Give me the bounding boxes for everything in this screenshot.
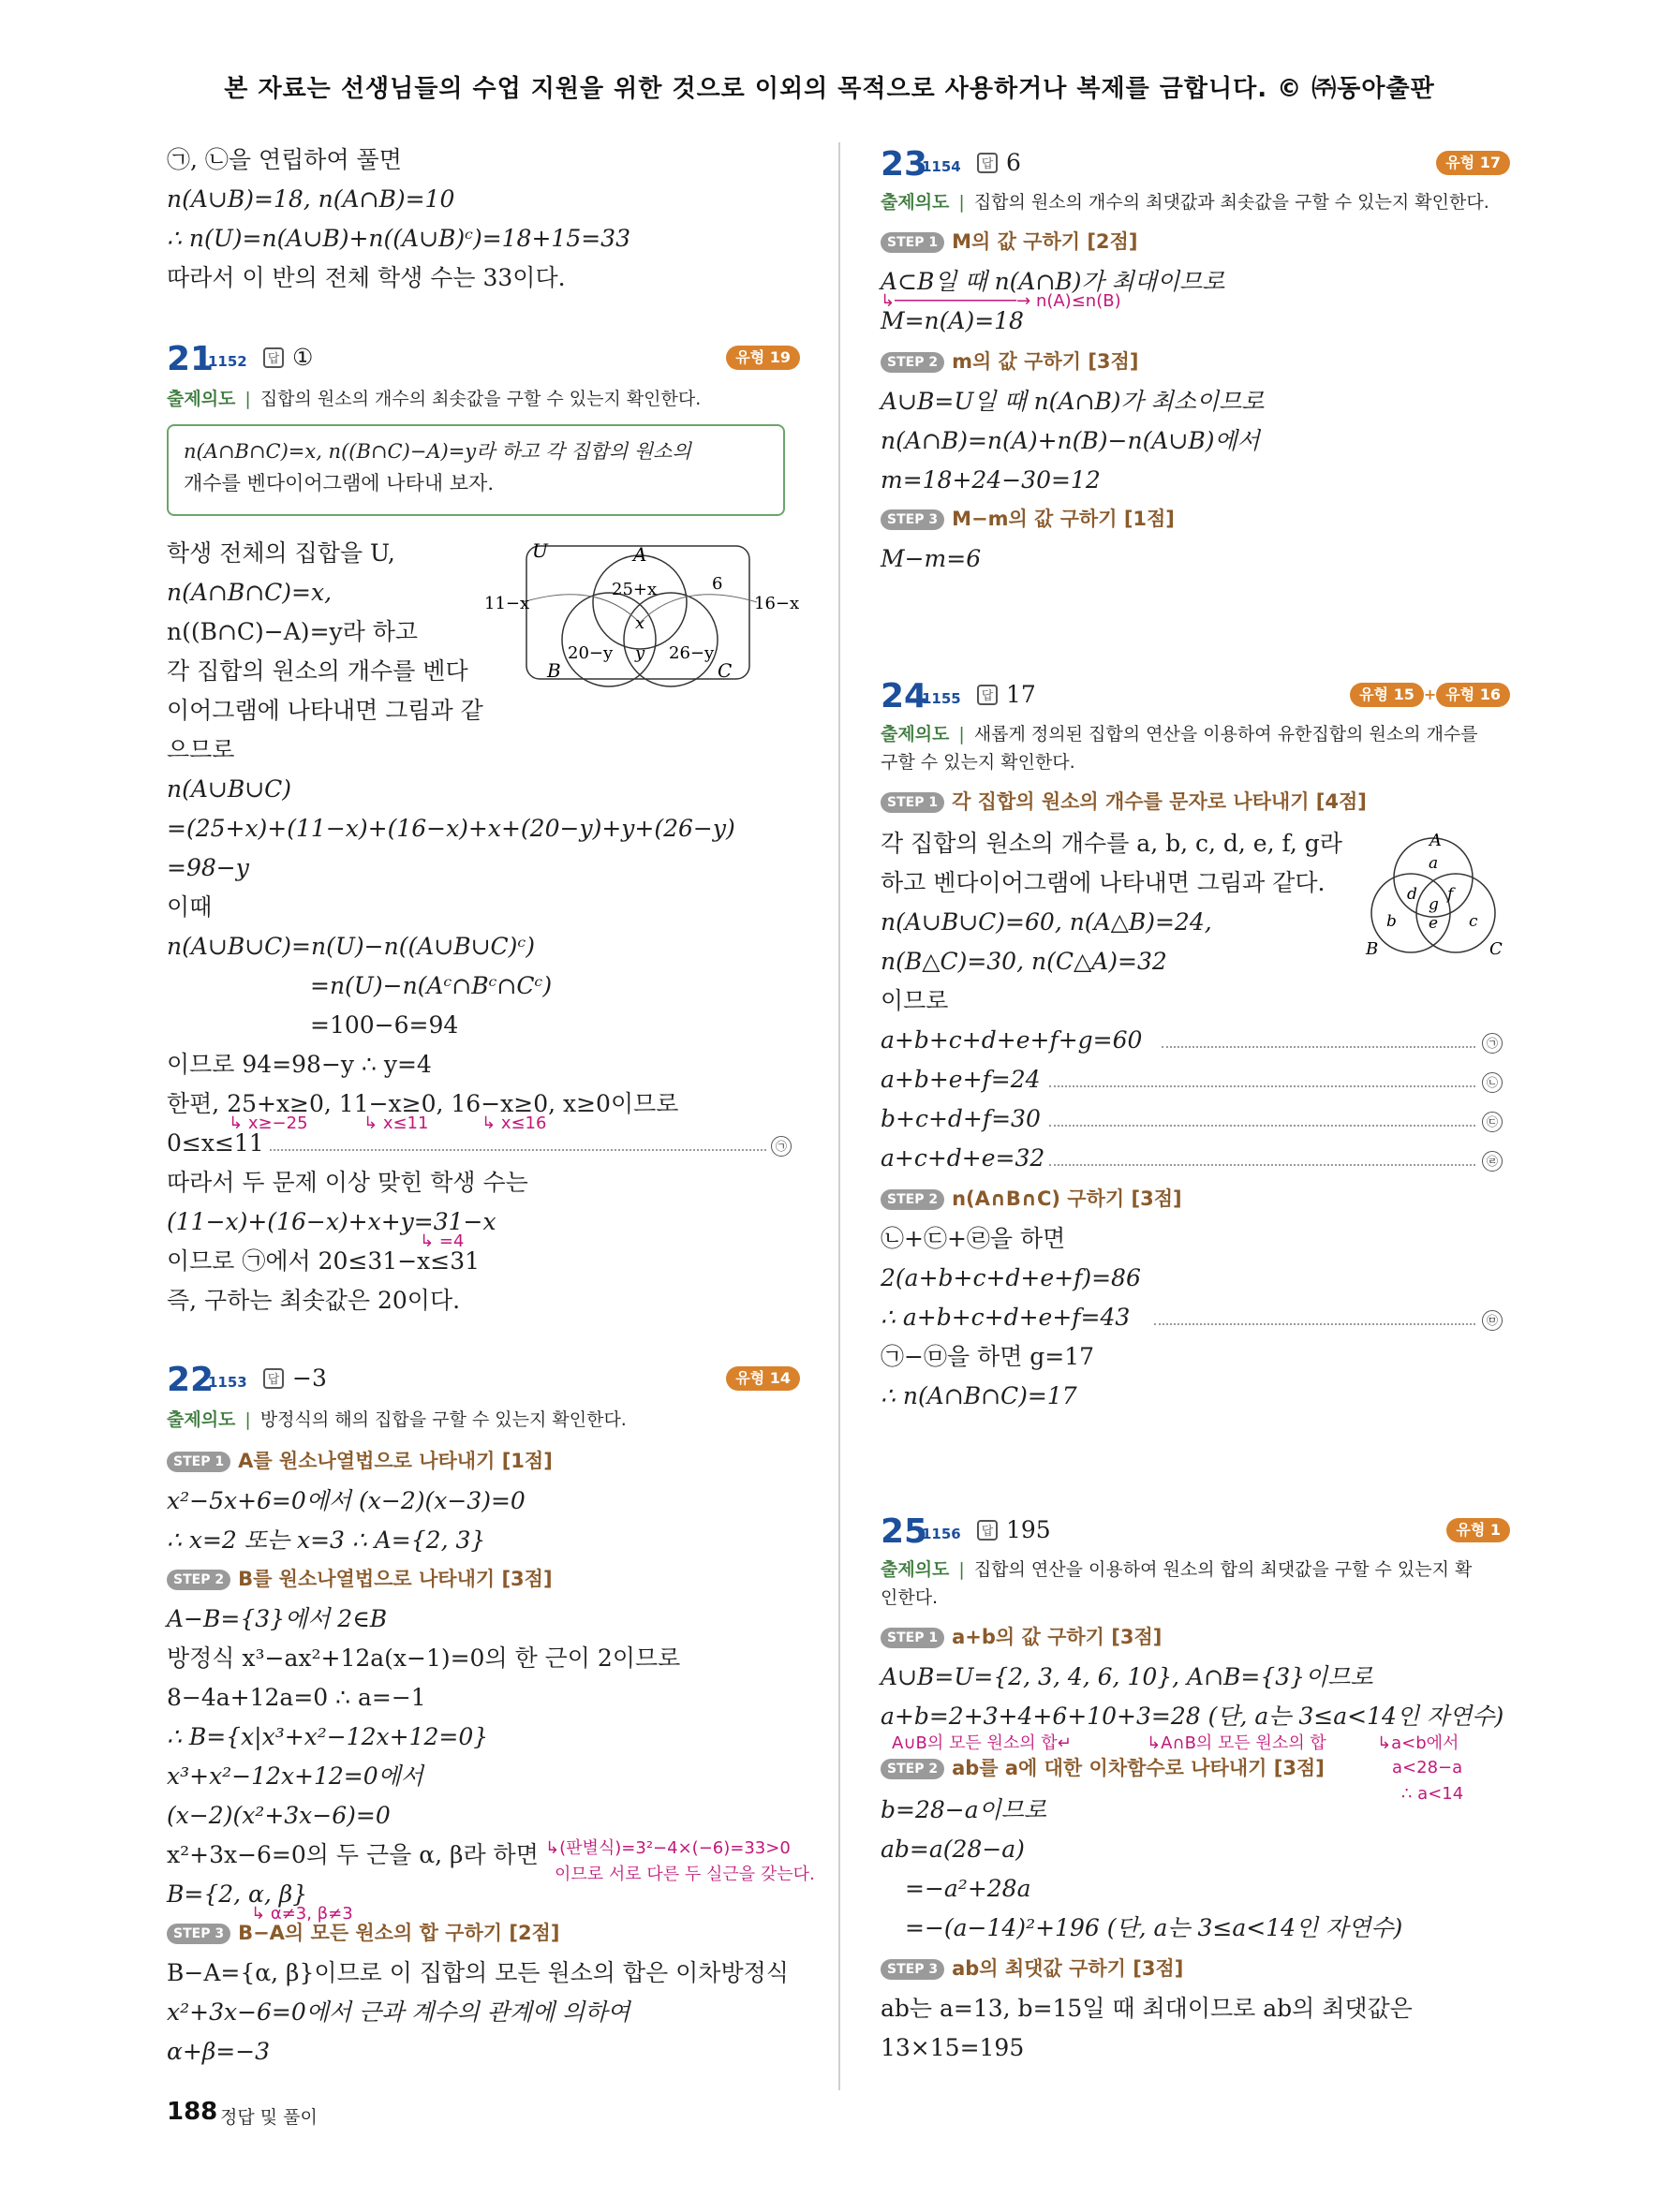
- intent-line: 출제의도 | 집합의 연산을 이용하여 원소의 합의 최댓값을 구할 수 있는지 확: [881, 1559, 1473, 1580]
- annotation: a<28−a: [1392, 1758, 1463, 1777]
- question-number: 21: [167, 340, 215, 378]
- text-line: =−(a−14)²+196 (단, a는 3≤a<14인 자연수): [905, 1914, 1403, 1941]
- step-heading: STEP 2 m의 값 구하기 [3점]: [881, 347, 1138, 376]
- text-line: n(B△C)=30, n(C△A)=32: [881, 948, 1167, 975]
- text-line: M−m=6: [881, 545, 982, 572]
- leader-dots: [1154, 1323, 1475, 1325]
- text-line: n(A∪B∪C)=60, n(A△B)=24,: [881, 908, 1212, 936]
- venn-region-bc: y: [635, 643, 645, 663]
- text-line: A∪B=U={2, 3, 4, 6, 10}, A∩B={3}이므로: [881, 1663, 1373, 1690]
- answer-value: 6: [1006, 149, 1021, 176]
- marker: ㉤: [1482, 1310, 1503, 1331]
- venn-label-B: B: [1366, 939, 1379, 959]
- question-code: 1154: [922, 158, 961, 175]
- question-24-header: [881, 677, 1510, 715]
- annotation: ↳ x≥−25: [229, 1113, 308, 1133]
- text-line: M=n(A)=18: [881, 307, 1024, 334]
- annotation: ↳a<b에서: [1377, 1733, 1459, 1753]
- marker: ㉠: [1482, 1033, 1503, 1054]
- answer-value: ①: [292, 344, 314, 371]
- text-line: B={2, α, β}: [167, 1880, 308, 1908]
- annotation: ↳ x≤11: [363, 1113, 429, 1133]
- step-heading: STEP 3 B−A의 모든 원소의 합 구하기 [2점]: [167, 1919, 559, 1947]
- step-heading: STEP 3 ab의 최댓값 구하기 [3점]: [881, 1954, 1183, 1983]
- venn-region-d: d: [1407, 885, 1417, 904]
- venn-region-outside: 6: [712, 574, 723, 594]
- text-line: =−a²+28a: [905, 1875, 1031, 1902]
- venn-diagram-24: [1358, 829, 1508, 960]
- text-line: ㉠, ㉡을 연립하여 풀면: [167, 146, 402, 173]
- answer-icon: 답: [977, 685, 998, 705]
- text-line: ㉠−㉤을 하면 g=17: [881, 1343, 1095, 1370]
- marker: ㉣: [1482, 1151, 1503, 1172]
- step-heading: STEP 1 A를 원소나열법으로 나타내기 [1점]: [167, 1447, 553, 1475]
- intent-label: 출제의도: [881, 724, 950, 745]
- text-line: =98−y: [167, 854, 249, 881]
- text-line: B−A={α, β}이므로 이 집합의 모든 원소의 합은 이차방정식: [167, 1959, 789, 1986]
- text-line: α+β=−3: [167, 2038, 271, 2065]
- venn-label-B: B: [547, 659, 561, 682]
- intent-text: 집합의 원소의 개수의 최댓값과 최솟값을 구할 수 있는지 확인한다.: [973, 192, 1489, 213]
- question-code: 1156: [922, 1526, 961, 1542]
- step-heading: STEP 2 ab를 a에 대한 이차함수로 나타내기 [3점]: [881, 1754, 1325, 1782]
- intent-line: 출제의도 | 집합의 원소의 개수의 최솟값을 구할 수 있는지 확인한다.: [167, 389, 702, 409]
- intent-line: 출제의도 | 집합의 원소의 개수의 최댓값과 최솟값을 구할 수 있는지 확인한다.: [881, 192, 1489, 213]
- intent-label: 출제의도: [881, 192, 950, 213]
- question-22-header: [167, 1361, 800, 1398]
- text-line: 으므로: [167, 736, 235, 763]
- intent-text: 집합의 연산을 이용하여 원소의 합의 최댓값을 구할 수 있는지 확: [973, 1559, 1473, 1580]
- venn-label-A: A: [633, 543, 647, 566]
- text-line: 각 집합의 원소의 개수를 a, b, c, d, e, f, g라: [881, 830, 1342, 857]
- step-heading: STEP 1 a+b의 값 구하기 [3점]: [881, 1623, 1162, 1651]
- question-number: 25: [881, 1512, 928, 1551]
- leader-dots: [270, 1149, 766, 1151]
- annotation: ↳────────────→ n(A)≤n(B): [881, 291, 1121, 311]
- venn-diagram-21: [484, 537, 800, 686]
- text-line: n(A∩B)=n(A)+n(B)−n(A∪B)에서: [881, 427, 1260, 454]
- text-line: 한편, 25+x≥0, 11−x≥0, 16−x≥0, x≥0이므로: [167, 1090, 679, 1117]
- question-25-header: [881, 1512, 1510, 1550]
- text-line: 13×15=195: [881, 2034, 1025, 2061]
- text-line: b+c+d+f=30: [881, 1105, 1041, 1132]
- text-line: =n(U)−n(Aᶜ∩Bᶜ∩Cᶜ): [310, 972, 553, 999]
- text-line: ab는 a=13, b=15일 때 최대이므로 ab의 최댓값은: [881, 1995, 1413, 2022]
- text-line: a+b+e+f=24: [881, 1066, 1041, 1093]
- question-code: 1153: [208, 1374, 247, 1391]
- annotation: ↳A∩B의 모든 원소의 합: [1147, 1733, 1326, 1753]
- text-line: x²+3x−6=0의 두 근을 α, β라 하면: [167, 1841, 539, 1868]
- text-line: n(A∪B∪C): [167, 775, 292, 803]
- annotation: ↳ x≤16: [481, 1113, 547, 1133]
- text-line: 8−4a+12a=0 ∴ a=−1: [167, 1684, 426, 1711]
- question-23-header: [881, 145, 1510, 183]
- text-line: a+b+c+d+e+f+g=60: [881, 1026, 1143, 1054]
- text-line: (11−x)+(16−x)+x+y=31−x: [167, 1208, 496, 1235]
- answer-value: −3: [292, 1364, 327, 1392]
- question-number: 22: [167, 1361, 215, 1399]
- text-line: 학생 전체의 집합을 U,: [167, 539, 395, 567]
- text-line: 2(a+b+c+d+e+f)=86: [881, 1264, 1141, 1291]
- text-line: (x−2)(x²+3x−6)=0: [167, 1802, 391, 1829]
- annotation: ↳(판별식)=3²−4×(−6)=33>0: [545, 1838, 791, 1858]
- type-badge: 유형 1: [1446, 1518, 1510, 1542]
- answer-icon: 답: [977, 153, 998, 173]
- type-badges: 유형 15 + 유형 16: [1350, 683, 1510, 707]
- text-line: 따라서 두 문제 이상 맞힌 학생 수는: [167, 1169, 528, 1196]
- step-heading: STEP 1 M의 값 구하기 [2점]: [881, 228, 1137, 256]
- venn-region-b: 20−y: [568, 643, 614, 663]
- text-line: ab=a(28−a): [881, 1836, 1025, 1863]
- intent-label: 출제의도: [167, 389, 236, 409]
- text-line: 0≤x≤11: [167, 1129, 264, 1157]
- text-line: 이므로 94=98−y ∴ y=4: [167, 1051, 432, 1078]
- text-line: ∴ a+b+c+d+e+f=43: [881, 1304, 1131, 1331]
- intent-label: 출제의도: [167, 1409, 236, 1430]
- annotation: ↳ =4: [420, 1231, 465, 1251]
- intent-text: 방정식의 해의 집합을 구할 수 있는지 확인한다.: [259, 1409, 627, 1430]
- text-line: 하고 벤다이어그램에 나타내면 그림과 같다.: [881, 869, 1326, 896]
- venn-label-C: C: [1489, 939, 1503, 959]
- text-line: A−B={3}에서 2∈B: [167, 1605, 388, 1632]
- text-line: =(25+x)+(11−x)+(16−x)+x+(20−y)+y+(26−y): [167, 815, 735, 842]
- venn-region-e: e: [1429, 914, 1439, 933]
- intent-line: 출제의도 | 새롭게 정의된 집합의 연산을 이용하여 유한집합의 원소의 개수를: [881, 724, 1478, 745]
- venn-region-a: a: [1429, 854, 1439, 873]
- hint-box: [167, 424, 785, 516]
- text-line: ∴ n(A∩B∩C)=17: [881, 1382, 1077, 1409]
- text-line: n(A∪B∪C)=n(U)−n((A∪B∪C)ᶜ): [167, 933, 536, 960]
- text-line: ∴ x=2 또는 x=3 ∴ A={2, 3}: [167, 1526, 486, 1554]
- leader-dots: [1162, 1046, 1475, 1048]
- type-badge: 유형 19: [726, 346, 800, 370]
- annotation: A∪B의 모든 원소의 합↵: [892, 1733, 1072, 1753]
- column-divider: [838, 142, 840, 2090]
- marker: ㉠: [771, 1136, 792, 1157]
- text-line: 즉, 구하는 최솟값은 20이다.: [167, 1287, 461, 1314]
- text-line: a+c+d+e=32: [881, 1144, 1045, 1172]
- hint-line: 개수를 벤다이어그램에 나타내 보자.: [184, 472, 494, 494]
- answer-value: 17: [1006, 681, 1036, 708]
- text-line: 이때: [167, 893, 213, 921]
- step-heading: STEP 2 B를 원소나열법으로 나타내기 [3점]: [167, 1565, 553, 1593]
- text-line: n(A∪B)=18, n(A∩B)=10: [167, 185, 455, 213]
- text-line: A⊂B일 때 n(A∩B)가 최대이므로: [881, 268, 1225, 295]
- intent-text: 새롭게 정의된 집합의 연산을 이용하여 유한집합의 원소의 개수를: [973, 724, 1478, 745]
- text-line: 따라서 이 반의 전체 학생 수는 33이다.: [167, 264, 566, 291]
- text-line: b=28−a이므로: [881, 1796, 1047, 1823]
- text-line: m=18+24−30=12: [881, 466, 1101, 494]
- venn-label-U: U: [532, 539, 548, 562]
- text-line: 이므로 ㉠에서 20≤31−x≤31: [167, 1247, 481, 1275]
- venn-region-b: b: [1386, 912, 1397, 931]
- venn-region-a: 25+x: [612, 580, 658, 599]
- step-heading: STEP 3 M−m의 값 구하기 [1점]: [881, 505, 1175, 533]
- venn-label-C: C: [718, 659, 733, 682]
- venn-region-f: f: [1447, 885, 1454, 904]
- type-badge: 유형 17: [1436, 151, 1510, 175]
- text-line: n((B∩C)−A)=y라 하고: [167, 618, 419, 645]
- annotation: ∴ a<14: [1401, 1784, 1464, 1804]
- text-line: ∴ B={x|x³+x²−12x+12=0}: [167, 1723, 489, 1750]
- step-heading: STEP 2 n(A∩B∩C) 구하기 [3점]: [881, 1185, 1182, 1213]
- text-line: 방정식 x³−ax²+12a(x−1)=0의 한 근이 2이므로: [167, 1644, 681, 1672]
- intent-line: 출제의도 | 방정식의 해의 집합을 구할 수 있는지 확인한다.: [167, 1409, 627, 1430]
- text-line: x²−5x+6=0에서 (x−2)(x−3)=0: [167, 1487, 526, 1514]
- text-line: x²+3x−6=0에서 근과 계수의 관계에 의하여: [167, 1998, 630, 2026]
- intent-line: 인한다.: [881, 1587, 939, 1608]
- answer-icon: 답: [263, 1368, 284, 1389]
- hint-line: n(A∩B∩C)=x, n((B∩C)−A)=y라 하고 각 집합의 원소의: [184, 440, 691, 463]
- leader-dots: [1049, 1164, 1475, 1166]
- venn-region-ab: 11−x: [484, 594, 530, 613]
- text-line: 이므로: [881, 987, 949, 1014]
- page-footer-label: 정답 및 풀이: [220, 2107, 318, 2128]
- marker: ㉢: [1482, 1112, 1503, 1132]
- question-number: 23: [881, 145, 928, 184]
- leader-dots: [1049, 1085, 1475, 1087]
- venn-label-A: A: [1429, 831, 1442, 850]
- text-line: n(A∩B∩C)=x,: [167, 579, 333, 606]
- leader-dots: [1049, 1125, 1475, 1127]
- text-line: a+b=2+3+4+6+10+3=28 (단, a는 3≤a<14인 자연수): [881, 1703, 1504, 1730]
- venn-region-c: c: [1469, 912, 1478, 931]
- answer-value: 195: [1006, 1516, 1051, 1543]
- answer-icon: 답: [263, 347, 284, 368]
- annotation: ↳ α≠3, β≠3: [251, 1904, 353, 1924]
- venn-region-ac: 16−x: [754, 594, 800, 613]
- text-line: x³+x²−12x+12=0에서: [167, 1762, 423, 1790]
- question-code: 1152: [208, 353, 247, 370]
- venn-region-g: g: [1429, 895, 1439, 914]
- annotation: 이므로 서로 다른 두 실근을 갖는다.: [555, 1865, 815, 1884]
- type-badge: 유형 14: [726, 1366, 800, 1391]
- question-21-header: [167, 340, 800, 377]
- venn-region-abc: x: [635, 613, 645, 633]
- question-number: 24: [881, 677, 928, 715]
- text-line: 이어그램에 나타내면 그림과 같: [167, 697, 483, 724]
- question-code: 1155: [922, 690, 961, 707]
- page-number: 188: [167, 2098, 218, 2126]
- text-line: 각 집합의 원소의 개수를 벤다: [167, 657, 468, 685]
- text-line: ∴ n(U)=n(A∪B)+n((A∪B)ᶜ)=18+15=33: [167, 225, 630, 252]
- intent-label: 출제의도: [881, 1559, 950, 1580]
- answer-icon: 답: [977, 1520, 998, 1541]
- copyright-notice: 본 자료는 선생님들의 수업 지원을 위한 것으로 이외의 목적으로 사용하거나 복제를 금합니다. © ㈜동아출판: [224, 75, 1435, 103]
- intent-text: 집합의 원소의 개수의 최솟값을 구할 수 있는지 확인한다.: [259, 389, 702, 409]
- text-line: =100−6=94: [310, 1011, 459, 1039]
- venn-region-c: 26−y: [669, 643, 715, 663]
- text-line: A∪B=U일 때 n(A∩B)가 최소이므로: [881, 388, 1265, 415]
- step-heading: STEP 1 각 집합의 원소의 개수를 문자로 나타내기 [4점]: [881, 788, 1367, 816]
- marker: ㉡: [1482, 1072, 1503, 1093]
- text-line: ㉡+㉢+㉣을 하면: [881, 1225, 1066, 1252]
- intent-line: 구할 수 있는지 확인한다.: [881, 752, 1075, 773]
